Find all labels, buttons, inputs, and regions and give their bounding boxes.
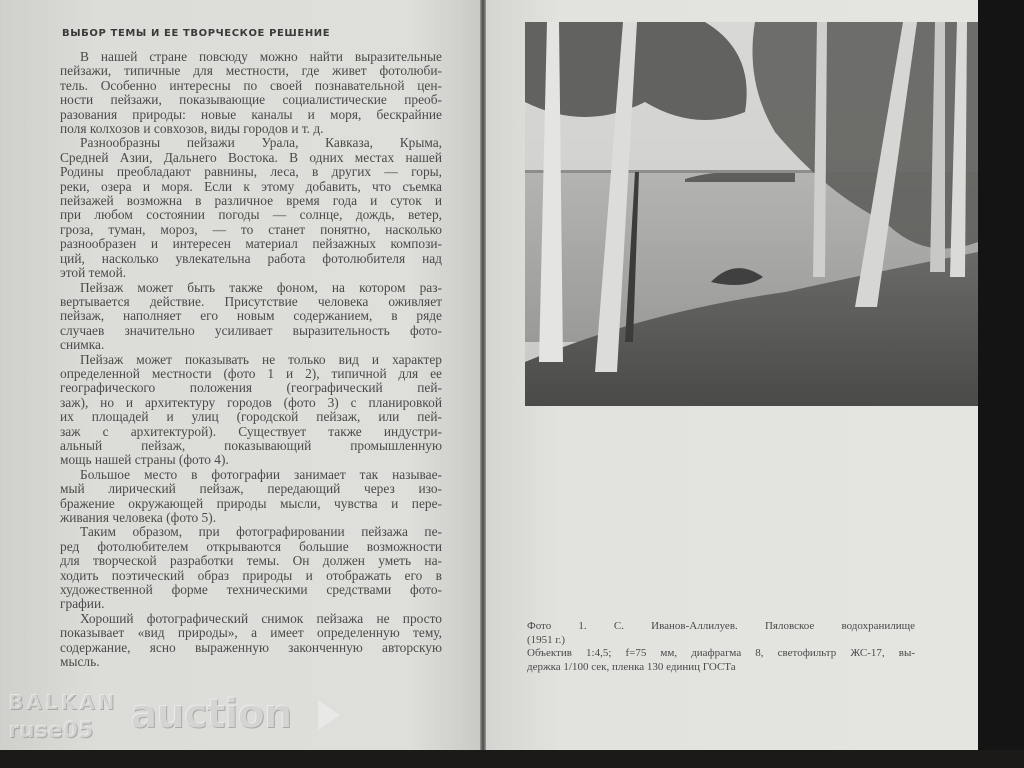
- text-line: разнообразен и интересен материал пейзажных компози-: [60, 236, 442, 252]
- text-line: Фото 1. С. Иванов-Аллилуев. Пяловское водохранилище: [527, 620, 915, 632]
- text-line: вертывается действие. Присутствие человека оживляет: [60, 293, 442, 309]
- photo-birches-reservoir: [525, 22, 978, 406]
- text-line: их площадей и улиц (городской пейзаж, или пей-: [60, 409, 442, 425]
- body-text: [60, 50, 442, 669]
- text-line: Пейзаж может быть также фоном, на котором раз-: [80, 279, 442, 295]
- text-line: Разнообразны пейзажи Урала, Кавказа, Крыма,: [80, 135, 442, 151]
- text-line: снимка.: [60, 337, 105, 353]
- text-line: В нашей стране повсюду можно найти выразительные: [80, 49, 442, 64]
- text-line: тель. Особенно интересны по своей познавательной цен-: [60, 77, 442, 93]
- text-line: Пейзаж может показывать не только вид и характер: [80, 351, 442, 367]
- chapter-heading: ВЫБОР ТЕМЫ И ЕЕ ТВОРЧЕСКОЕ РЕШЕНИЕ: [62, 28, 331, 39]
- text-line: мысль.: [60, 654, 100, 670]
- watermark-play-icon: [318, 700, 340, 730]
- text-line: ности пейзажи, показывающие социалистические преоб-: [60, 92, 442, 108]
- watermark-user: ruse05: [8, 718, 94, 743]
- photo-caption: [527, 620, 915, 674]
- text-line: для творческой разработки темы. Он должен уметь на-: [60, 553, 442, 569]
- text-line: реки, озера и моря. Если к этому добавить, что съемка: [60, 178, 442, 194]
- text-line: этой темой.: [60, 265, 127, 281]
- text-line: Таким образом, при фотографировании пейзажа пе-: [80, 524, 442, 540]
- text-line: Родины преобладают равнины, леса, в других — горы,: [60, 164, 442, 180]
- watermark-logo: auction: [130, 691, 291, 737]
- text-line: поля колхозов и совхозов, виды городов и т. д.: [60, 121, 324, 137]
- text-line: содержание, ясно выраженную законченную авторскую: [60, 639, 442, 655]
- text-line: мый лирический пейзаж, передающий через изо-: [60, 481, 442, 497]
- text-line: случаев значительно усиливает выразительность фото-: [60, 322, 442, 338]
- text-line: заж с архитектурой). Существует также индустри-: [60, 423, 442, 439]
- text-line: гроза, туман, мороз, — то станет понятно, насколько: [60, 221, 442, 237]
- text-line: показывает «вид природы», а имеет определенную тему,: [60, 625, 442, 641]
- text-line: альный пейзаж, показывающий промышленную: [60, 437, 442, 453]
- text-line: графии.: [60, 596, 105, 612]
- text-line: ходить поэтический образ природы и отображать его в: [60, 567, 442, 583]
- text-line: ред фотолюбителем открываются большие возможности: [60, 538, 442, 554]
- text-line: определенной местности (фото 1 и 2), типичной для ее: [60, 365, 442, 381]
- text-line: держка 1/100 сек, пленка 130 единиц ГОСТа: [527, 660, 736, 673]
- text-line: (1951 г.): [527, 633, 566, 646]
- text-line: Большое место в фотографии занимает так называе-: [80, 466, 442, 482]
- text-line: мощь нашей страны (фото 4).: [60, 452, 229, 468]
- text-line: заж), но и архитектуру городов (фото 3) с планировкой: [60, 394, 442, 410]
- text-line: живания человека (фото 5).: [60, 510, 217, 525]
- watermark-brand: BALKAN: [8, 690, 118, 714]
- text-line: Объектив 1:4,5; f=75 мм, диафрагма 8, светофильтр ЖС-17, вы-: [527, 647, 915, 659]
- text-line: ций, насколько увлекательна работа фотолюбителя над: [60, 250, 442, 266]
- table-surface: [0, 750, 1024, 768]
- text-line: при любом состоянии погоды — солнце, дождь, ветер,: [60, 207, 442, 223]
- text-line: географического положения (географический пей-: [60, 380, 442, 396]
- text-line: пейзажей возможна в различное время года и суток и: [60, 193, 442, 209]
- text-line: Средней Азии, Дальнего Востока. В одних местах нашей: [60, 149, 442, 165]
- text-line: Хороший фотографический снимок пейзажа не просто: [80, 610, 442, 626]
- text-line: пейзаж, наполняет его новым содержанием, в ряде: [60, 308, 442, 324]
- text-line: пейзажи, типичные для местности, где живет фотолюби-: [60, 63, 442, 79]
- text-line: художественной форме техническими средствами фото-: [60, 582, 442, 598]
- text-line: бражение окружающей природы мысли, чувства и пере-: [60, 495, 442, 511]
- text-line: разования природы: новые каналы и моря, бескрайние: [60, 106, 442, 122]
